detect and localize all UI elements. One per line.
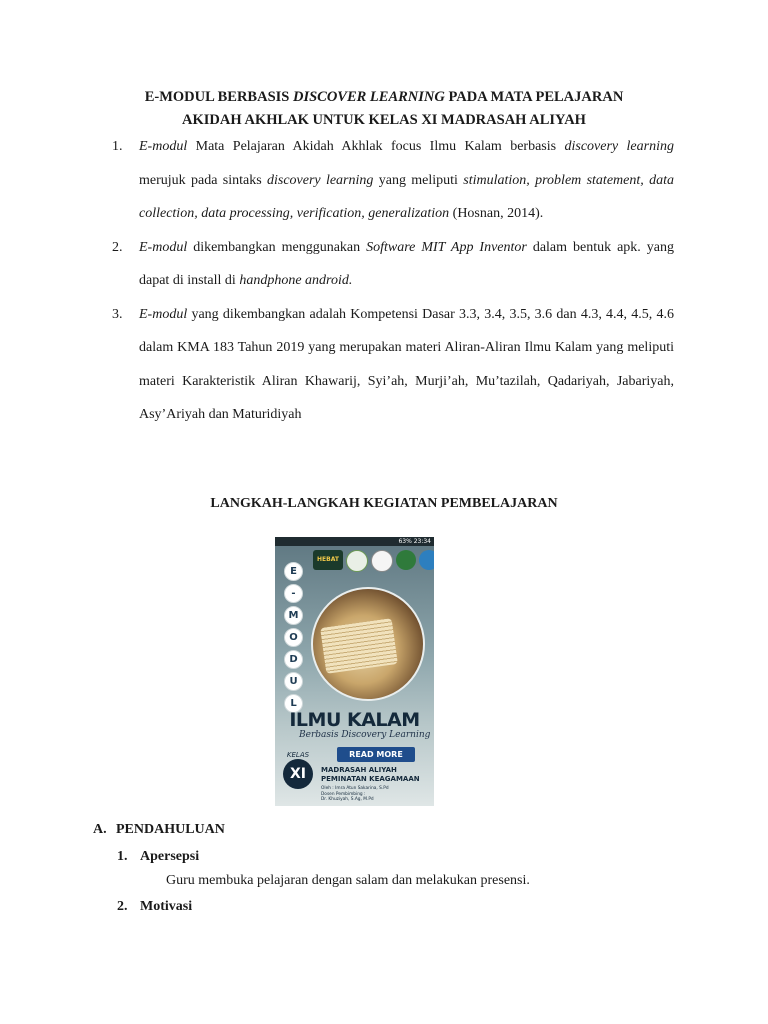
letter-badge: - [284,584,303,603]
list-number: 1. [112,139,123,154]
subheading-apersepsi: 1. Apersepsi [117,849,200,864]
letter-badge: U [284,672,303,691]
kelas-badge: KELAS XI [279,751,317,795]
institution-logo-icon [371,550,393,572]
document-title [80,86,688,132]
university-logo-icon [419,550,434,570]
school-name: MADRASAH ALIYAH PEMINATAN KEAGAMAAN [321,766,420,783]
logo-row [313,550,434,572]
list-number: 2. [112,239,123,255]
pendahuluan-heading: A. PENDAHULUAN [93,822,225,837]
list-item: 1. E-modul Mata Pelajaran Akidah Akhlak focus Ilmu Kalam berbasis discovery learning merujuk pada sintaks discovery learning yang meliputi stimulation, problem statement, data collection, data processing, verification, generalization (Hosnan, 2014). [112,130,674,231]
numbered-list [112,130,674,432]
letter-badge: E [284,562,303,581]
institution-logo-icon [346,550,368,572]
ministry-logo-icon [396,550,416,570]
list-item: 2. E-modul dikembangkan menggunakan Software MIT App Inventor dalam bentuk apk. yang dapat di install di handphone android. [112,231,674,298]
letter-badge: L [284,694,303,713]
letter-badge: M [284,606,303,625]
subheading-motivasi: 2. Motivasi [117,899,193,914]
cover-title: ILMU KALAM [289,709,420,731]
list-item: 3. E-modul yang dikembangkan adalah Kompetensi Dasar 3.3, 3.4, 3.5, 3.6 dan 4.3, 4.4, 4.5, 4.6 dalam KMA 183 Tahun 2019 yang merupakan materi Aliran-Aliran Ilmu Kalam yang meliputi materi Karakteristik Aliran Khawarij, Syi’ah, Murji’ah, Mu’tazilah, Qadariyah, Jabariyah, Asy’Ariyah dan Maturidiyah [112,298,674,432]
cover-subtitle: Berbasis Discovery Learning [299,730,431,740]
apersepsi-text: Guru membuka pelajaran dengan salam dan melakukan presensi. [166,873,530,888]
read-more-button: READ MORE [337,747,415,762]
vertical-emodul-letters [284,562,303,713]
hebat-logo: HEBAT [313,550,343,570]
letter-badge: D [284,650,303,669]
phone-status-bar: 63% 23:34 [275,537,434,546]
title-line-2: AKIDAH AKHLAK UNTUK KELAS XI MADRASAH ALIYAH [182,112,586,128]
letter-badge: O [284,628,303,647]
emodul-cover-image [275,537,434,806]
cover-credits: Oleh : Imra Atun Sakarina, S.Pd Dosen Pembimbing : Dr. Khuziyah, S.Ag, M.Pd [321,786,389,802]
title-line-1: E-MODUL BERBASIS DISCOVER LEARNING PADA MATA PELAJARAN [144,89,624,105]
list-number: 3. [112,306,123,322]
section-heading: LANGKAH-LANGKAH KEGIATAN PEMBELAJARAN [210,496,558,511]
